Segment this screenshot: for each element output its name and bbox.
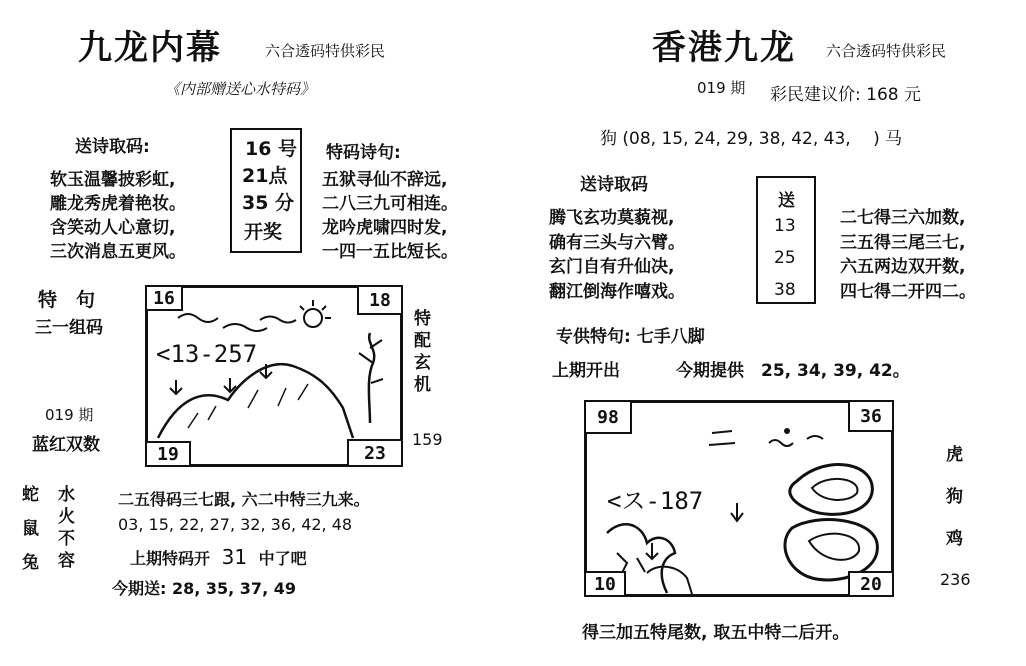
left-tema-poem: [322, 168, 458, 264]
right-last-label: 上期开出: [552, 361, 620, 381]
left-zodiac: [22, 478, 39, 580]
left-special-label: 特 句: [38, 289, 96, 311]
right-hints: [840, 203, 976, 301]
right-hint-line: 六五两边双开数,: [840, 257, 966, 277]
right-corner-tl: 98: [584, 400, 632, 434]
right-corner-br: 20: [848, 571, 894, 597]
right-hint-line: 四七得二开四二。: [840, 281, 976, 302]
gift-number: 13: [774, 216, 796, 236]
left-blue-red: 蓝红双数: [32, 435, 100, 455]
element-char: 不: [58, 529, 75, 549]
right-hint-line: 三五得三尾三七,: [840, 232, 966, 253]
left-tema-line: 一四一五比短长。: [322, 242, 458, 262]
zodiac-char: 鼠: [22, 519, 39, 539]
draw-minute: 35 分: [242, 192, 295, 214]
left-draw-time-box: [230, 128, 302, 253]
zodiac-char: 蛇: [22, 485, 39, 505]
right-poem: [549, 203, 685, 301]
vertical-char: 配: [414, 331, 431, 351]
element-char: 火: [58, 507, 75, 527]
right-issue: 019 期: [697, 79, 746, 97]
left-banner: 《内部赠送心水特码》: [165, 80, 316, 98]
gift-number: 25: [774, 248, 796, 268]
vertical-char: 玄: [414, 353, 431, 373]
last-suffix: 中了吧: [258, 549, 307, 568]
left-special-sub: 三一组码: [35, 318, 103, 338]
right-gift-box: [756, 176, 816, 304]
left-poem-line: 三次消息五更风。: [50, 242, 186, 262]
right-price: 彩民建议价: 168 元: [770, 85, 921, 105]
left-poem-line: 软玉温馨披彩虹,: [50, 170, 176, 190]
right-handwriting: <ス-187: [607, 487, 704, 515]
right-corner-tr: 36: [848, 400, 894, 432]
left-numbers: 03, 15, 22, 27, 32, 36, 42, 48: [118, 515, 353, 534]
left-vertical-words: [414, 308, 431, 396]
left-poem-line: 含笑动人心意切,: [50, 218, 176, 238]
element-char: 水: [58, 485, 75, 505]
left-side-number: 159: [412, 430, 443, 449]
left-handwriting: <13-257: [156, 340, 258, 368]
left-tema-line: 龙吟虎啸四时发,: [322, 218, 448, 238]
right-animals: [946, 434, 963, 560]
right-poem-line: 确有三头与六臂。: [549, 232, 685, 253]
left-poem: [50, 168, 186, 264]
left-corner-tl: 16: [145, 285, 183, 311]
animal-char: 鸡: [946, 529, 963, 549]
left-corner-bl: 19: [145, 441, 191, 467]
draw-open: 开奖: [244, 221, 283, 243]
right-poem-line: 翻江倒海作嘻戏。: [549, 281, 685, 302]
right-dog-line: 狗 (08, 15, 24, 29, 38, 42, 43, ) 马: [600, 129, 903, 149]
right-special: 专供特句: 七手八脚: [556, 327, 705, 347]
right-poem-line: 玄门自有升仙决,: [549, 257, 675, 277]
right-riddle-picture: [584, 400, 894, 597]
right-corner-bl: 10: [584, 571, 626, 597]
left-poem-label: 送诗取码:: [75, 137, 150, 157]
vertical-char: 机: [414, 375, 431, 395]
animal-char: 虎: [946, 445, 963, 465]
right-side-number: 236: [940, 570, 971, 589]
left-tema-line: 五狱寻仙不辞远,: [322, 170, 448, 190]
animal-char: 狗: [946, 487, 963, 507]
draw-hour: 21点: [242, 165, 288, 187]
left-corner-br: 23: [347, 439, 403, 467]
right-title: 香港九龙: [652, 28, 796, 68]
element-char: 容: [58, 551, 75, 571]
left-tema-label: 特码诗句:: [326, 143, 401, 163]
right-bottom-line: 得三加五特尾数, 取五中特二后开。: [582, 623, 850, 643]
left-corner-tr: 18: [357, 285, 403, 315]
left-riddle-picture: [145, 285, 403, 467]
right-subtitle: 六合透码特供彩民: [826, 42, 947, 60]
draw-day: 16 号: [245, 138, 298, 160]
right-poem-line: 腾飞玄功莫藐视,: [549, 208, 675, 228]
last-prefix: 上期特码开: [130, 549, 211, 568]
gift-label: 送: [778, 191, 795, 211]
left-title: 九龙内幕: [78, 28, 222, 68]
left-elements: [58, 484, 75, 572]
left-line1: 二五得码三七跟, 六二中特三九来。: [118, 490, 370, 509]
left-poem-line: 雕龙秀虎着艳妆。: [50, 194, 186, 214]
vertical-char: 特: [414, 309, 431, 329]
right-hint-line: 二七得三六加数,: [840, 208, 966, 228]
right-poem-label: 送诗取码: [580, 175, 648, 195]
left-last-draw: [130, 545, 307, 569]
right-today-offer: 今期提供 25, 34, 39, 42。: [676, 361, 910, 381]
left-issue: 019 期: [45, 406, 94, 424]
last-number: 31: [221, 545, 248, 569]
left-tema-line: 二八三九可相连。: [322, 194, 458, 214]
left-subtitle: 六合透码特供彩民: [265, 42, 386, 60]
gift-number: 38: [774, 280, 796, 300]
left-today: 今期送: 28, 35, 37, 49: [112, 579, 296, 598]
zodiac-char: 兔: [22, 553, 39, 573]
